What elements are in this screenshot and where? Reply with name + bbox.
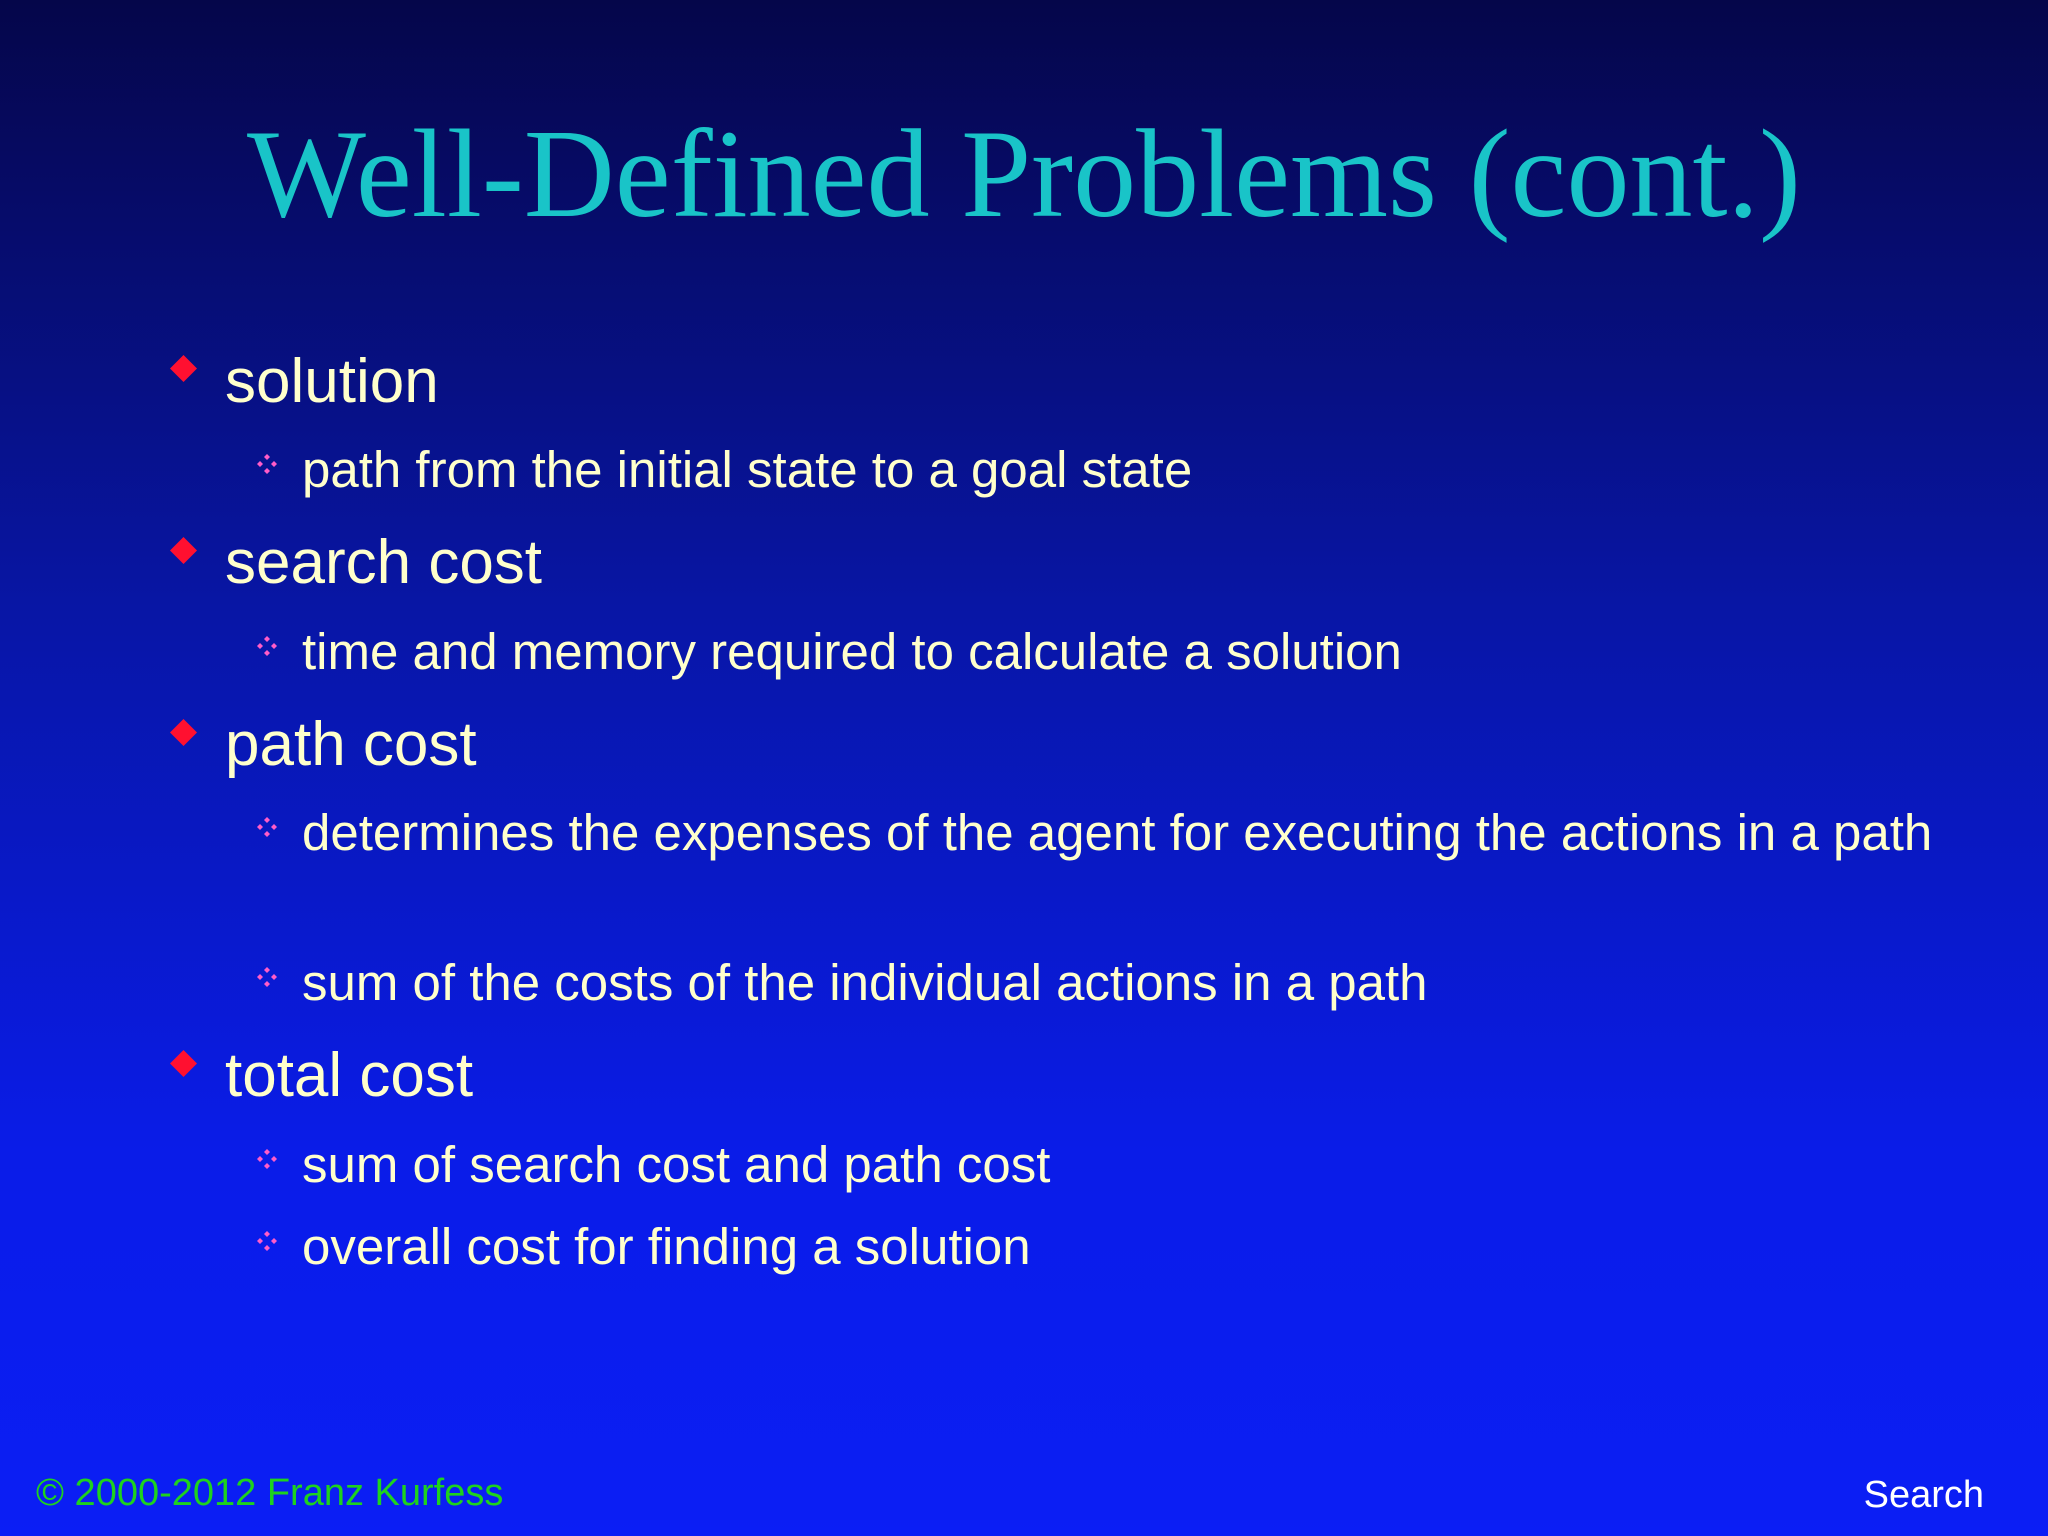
sub-item: time and memory required to calculate a solution bbox=[302, 623, 1402, 680]
sub-item: path from the initial state to a goal state bbox=[302, 441, 1193, 498]
red-diamond-icon bbox=[170, 537, 197, 564]
sub-item: sum of search cost and path cost bbox=[302, 1136, 1051, 1193]
bullet-item-total-cost: total cost bbox=[225, 1041, 474, 1110]
sub-item: determines the expenses of the agent for executing the actions in a path bbox=[302, 804, 1933, 861]
pink-four-diamond-icon bbox=[256, 966, 278, 988]
bullet-item-search-cost: search cost bbox=[225, 528, 543, 597]
pink-four-diamond-icon bbox=[256, 816, 278, 838]
pink-four-diamond-icon bbox=[256, 1230, 278, 1252]
slide-title: Well-Defined Problems (cont.) bbox=[247, 105, 1801, 244]
bullet-item-solution: solution bbox=[225, 347, 439, 416]
pink-four-diamond-icon bbox=[256, 1148, 278, 1170]
bullet-item-path-cost: path cost bbox=[225, 710, 477, 779]
sub-item: sum of the costs of the individual actions in a path bbox=[302, 954, 1428, 1011]
sub-item: overall cost for finding a solution bbox=[302, 1218, 1031, 1275]
red-diamond-icon bbox=[170, 1050, 197, 1077]
red-diamond-icon bbox=[170, 719, 197, 746]
red-diamond-icon bbox=[170, 355, 197, 382]
footer-section-label: Search bbox=[1863, 1474, 1984, 1516]
pink-four-diamond-icon bbox=[256, 635, 278, 657]
pink-four-diamond-icon bbox=[256, 453, 278, 475]
footer-copyright: © 2000-2012 Franz Kurfess bbox=[36, 1472, 504, 1514]
